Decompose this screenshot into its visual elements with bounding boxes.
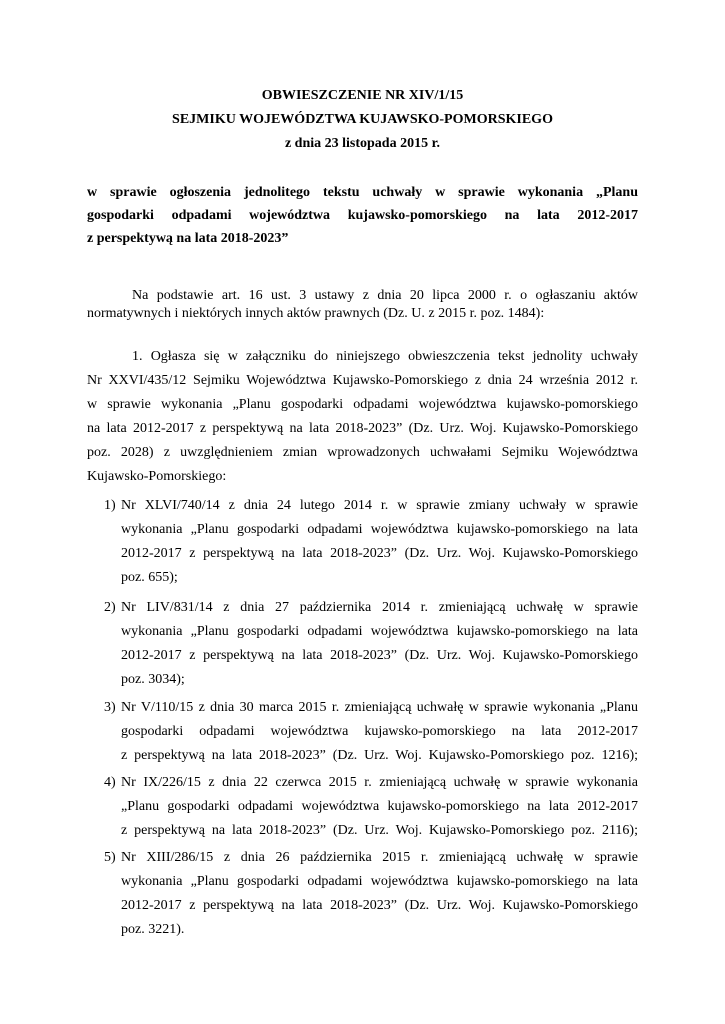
item-line: Nr V/110/15 z dnia 30 marca 2015 r. zmieniającą uchwałę w sprawie wykonania „Planu — [121, 700, 638, 715]
item-text — [121, 494, 638, 590]
item-text — [121, 696, 638, 768]
document-issuer: SEJMIKU WOJEWÓDZTWA KUJAWSKO-POMORSKIEGO — [172, 112, 553, 127]
document-subject — [87, 181, 638, 250]
item-line: wykonania „Planu gospodarki odpadami województwa kujawsko-pomorskiego na lata — [121, 522, 638, 537]
item-line: Nr LIV/831/14 z dnia 27 października 2014 r. zmieniającą uchwałę w sprawie — [121, 600, 638, 615]
legal-basis: Na podstawie art. 16 ust. 3 ustawy z dnia 20 lipca 2000 r. o ogłaszaniu aktów normatywnych i niektórych innych aktów prawnych (Dz. U. z 2015 r. poz. 1484): — [87, 288, 638, 321]
paragraph-1 — [87, 345, 638, 489]
item-line: gospodarki odpadami województwa kujawsko-pomorskiego na lata 2012-2017 — [121, 724, 638, 739]
item-text — [121, 846, 638, 942]
item-line: Nr XLVI/740/14 z dnia 24 lutego 2014 r. w sprawie zmiany uchwały w sprawie — [121, 498, 638, 513]
item-line: Nr XIII/286/15 z dnia 26 października 2015 r. zmieniającą uchwałę w sprawie — [121, 850, 638, 865]
item-line: wykonania „Planu gospodarki odpadami województwa kujawsko-pomorskiego na lata — [121, 874, 638, 889]
item-number: 2) — [104, 600, 116, 615]
item-line: 2012-2017 z perspektywą na lata 2018-2023” (Dz. Urz. Woj. Kujawsko-Pomorskiego — [121, 546, 638, 561]
subject-line: z perspektywą na lata 2018-2023” — [87, 231, 289, 246]
item-line: poz. 655); — [121, 570, 178, 585]
document-title: OBWIESZCZENIE NR XIV/1/15 — [261, 88, 464, 103]
paragraph-line: Nr XXVI/435/12 Sejmiku Województwa Kujawsko-Pomorskiego z dnia 24 września 2012 r. — [87, 373, 638, 388]
item-line: wykonania „Planu gospodarki odpadami województwa kujawsko-pomorskiego na lata — [121, 624, 638, 639]
paragraph-line: na lata 2012-2017 z perspektywą na lata 2018-2023” (Dz. Urz. Woj. Kujawsko-Pomorskiego — [87, 421, 638, 436]
item-line: z perspektywą na lata 2018-2023” (Dz. Urz. Woj. Kujawsko-Pomorskiego poz. 1216); — [121, 748, 638, 763]
paragraph-line: poz. 2028) z uwzględnieniem zmian wprowadzonych uchwałami Sejmiku Województwa — [87, 445, 638, 460]
paragraph-line: w sprawie wykonania „Planu gospodarki odpadami województwa kujawsko-pomorskiego — [87, 397, 638, 412]
item-number: 4) — [104, 775, 116, 790]
item-number: 5) — [104, 850, 116, 865]
item-line: z perspektywą na lata 2018-2023” (Dz. Urz. Woj. Kujawsko-Pomorskiego poz. 2116); — [121, 823, 638, 838]
item-line: 2012-2017 z perspektywą na lata 2018-2023” (Dz. Urz. Woj. Kujawsko-Pomorskiego — [121, 648, 638, 663]
document-date: z dnia 23 listopada 2015 r. — [284, 136, 441, 151]
item-line: poz. 3034); — [121, 672, 185, 687]
item-line: „Planu gospodarki odpadami województwa kujawsko-pomorskiego na lata 2012-2017 — [121, 799, 638, 814]
item-line: 2012-2017 z perspektywą na lata 2018-2023” (Dz. Urz. Woj. Kujawsko-Pomorskiego — [121, 898, 638, 913]
paragraph-line: 1. Ogłasza się w załączniku do niniejszego obwieszczenia tekst jednolity uchwały — [132, 349, 638, 364]
item-number: 3) — [104, 700, 116, 715]
item-text — [121, 596, 638, 692]
item-line: Nr IX/226/15 z dnia 22 czerwca 2015 r. zmieniającą uchwałę w sprawie wykonania — [121, 775, 638, 790]
item-line: poz. 3221). — [121, 922, 185, 937]
item-number: 1) — [104, 498, 116, 513]
subject-line: w sprawie ogłoszenia jednolitego tekstu uchwały w sprawie wykonania „Planu — [87, 185, 638, 200]
subject-line: gospodarki odpadami województwa kujawsko-pomorskiego na lata 2012-2017 — [87, 208, 638, 223]
item-text — [121, 771, 638, 843]
paragraph-line: Kujawsko-Pomorskiego: — [87, 469, 227, 484]
